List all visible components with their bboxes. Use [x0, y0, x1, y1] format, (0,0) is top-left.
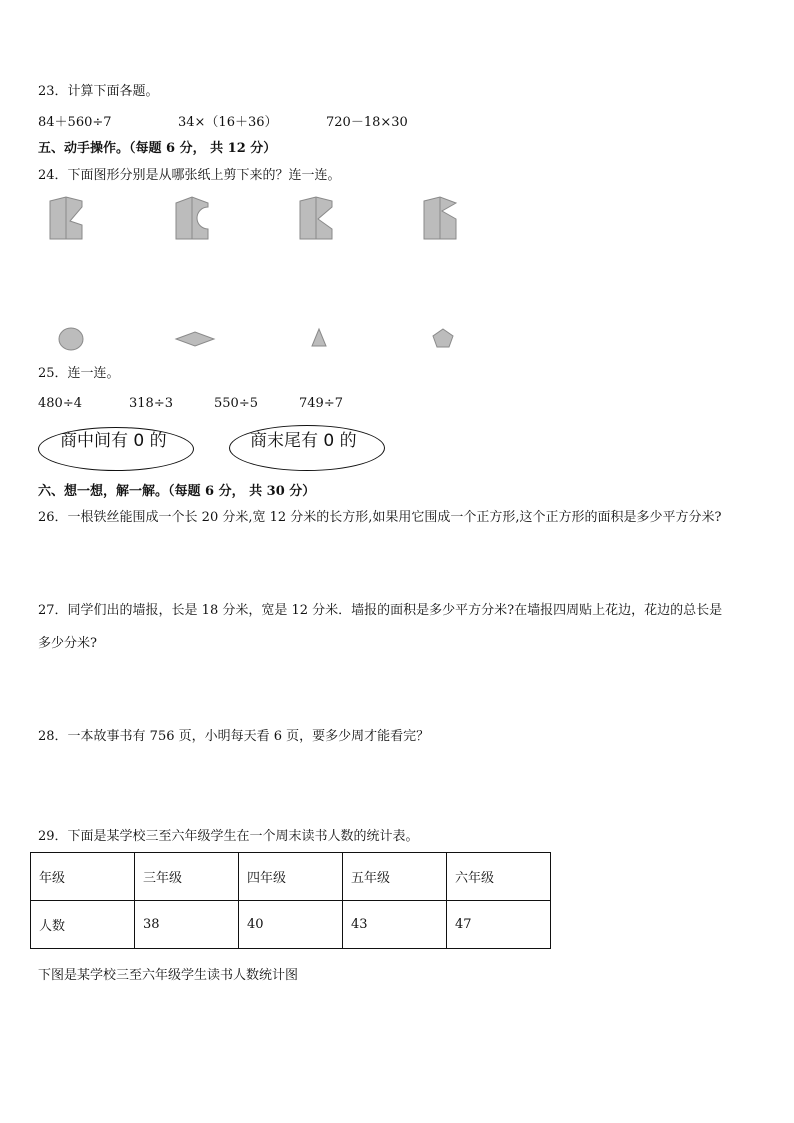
table-row	[31, 901, 551, 949]
q23-title: 23．计算下面各题。	[38, 84, 159, 99]
q23-expr-2: 34×（16＋36）	[178, 115, 278, 130]
q24-title: 24．下面图形分别是从哪张纸上剪下来的？连一连。	[38, 168, 341, 183]
section-5-heading: 五、动手操作。（每题 6 分， 共 12 分）	[38, 141, 277, 156]
circle-icon	[56, 326, 86, 352]
table-cell: 四年级	[239, 853, 343, 901]
reading-stats-table	[30, 852, 551, 949]
table-cell: 人数	[31, 901, 135, 949]
q28-text: 28．一本故事书有 756 页，小明每天看 6 页，要多少周才能看完？	[38, 729, 430, 744]
table-cell: 43	[343, 901, 447, 949]
q26-text: 26．一根铁丝能围成一个长 20 分米,宽 12 分米的长方形,如果用它围成一个正方形,这个正方形的面积是多少平方分米?	[38, 510, 722, 525]
q25-expr-3: 550÷5	[214, 396, 258, 411]
folded-paper-triangle-cut-icon	[422, 193, 458, 241]
rhombus-icon	[174, 329, 216, 349]
q29-chart-caption: 下图是某学校三至六年级学生读书人数统计图	[38, 968, 299, 983]
q27-line-1: 27．同学们出的墙报，长是 18 分米，宽是 12 分米．墙报的面积是多少平方分米?在墙报四周贴上花边，花边的总长是	[38, 603, 723, 618]
pentagon-icon	[430, 326, 456, 350]
q23-expr-1: 84＋560÷7	[38, 115, 112, 130]
q27-line-2: 多少分米?	[38, 636, 97, 651]
section-6-heading: 六、想一想，解一解。（每题 6 分， 共 30 分）	[38, 484, 316, 499]
folded-paper-notch-cut-icon	[298, 193, 334, 241]
table-cell: 年级	[31, 853, 135, 901]
table-cell: 六年级	[447, 853, 551, 901]
q25-expr-1: 480÷4	[38, 396, 82, 411]
table-cell: 40	[239, 901, 343, 949]
q25-expr-2: 318÷3	[129, 396, 173, 411]
q25-title: 25．连一连。	[38, 366, 120, 381]
q29-title: 29．下面是某学校三至六年级学生在一个周末读书人数的统计表。	[38, 829, 419, 844]
q23-expr-3: 720－18×30	[326, 115, 408, 130]
table-cell: 47	[447, 901, 551, 949]
table-cell: 三年级	[135, 853, 239, 901]
folded-paper-z-cut-icon	[48, 193, 84, 241]
oval-label-zero-in-middle: 商中间有 0 的	[60, 431, 167, 451]
triangle-icon	[308, 326, 330, 348]
table-header-row	[31, 853, 551, 901]
table-cell: 38	[135, 901, 239, 949]
table-cell: 五年级	[343, 853, 447, 901]
folded-paper-semicircle-cut-icon	[174, 193, 210, 241]
oval-label-zero-at-end: 商末尾有 0 的	[250, 431, 357, 451]
q25-expr-4: 749÷7	[299, 396, 343, 411]
